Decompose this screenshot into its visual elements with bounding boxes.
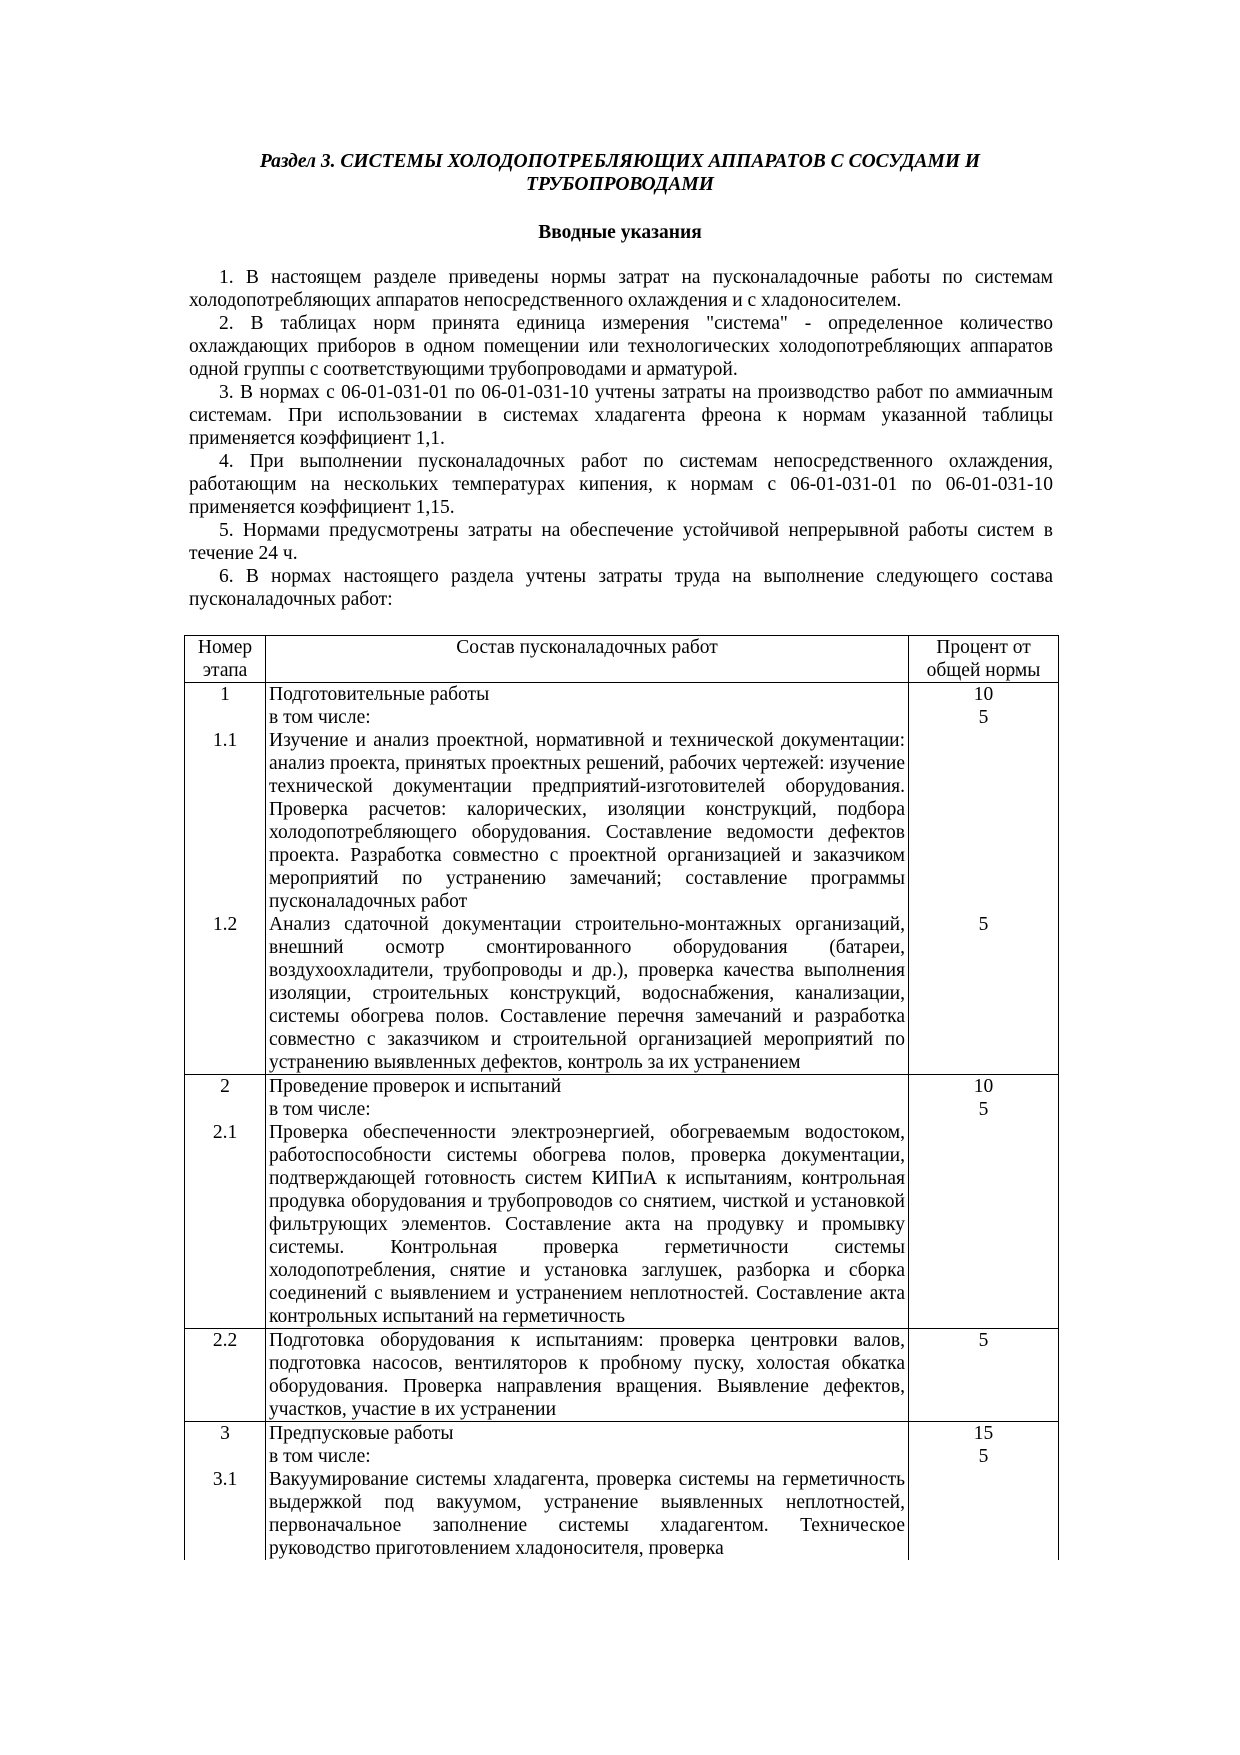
stage-number: 3.1 <box>185 1468 266 1560</box>
paragraph: 4. При выполнении пусконаладочных работ по системам непосредственного охлаждения, работающим на нескольких температурах кипения, к нормам с 06-01-031-01 по 06-01-031-10 применяется коэффициент 1,15. <box>189 451 1053 518</box>
stage-description: Предпусковые работы <box>266 1422 909 1446</box>
stage-description: Вакуумирование системы хладагента, проверка системы на герметичность выдержкой под вакуумом, устранение выявленных неплотностей, первоначальное заполнение системы хладагентом. Техническое руководство приготовлением хладоносителя, проверка <box>266 1468 909 1560</box>
stage-percent: 5 <box>909 913 1059 1075</box>
table-row <box>185 729 1059 913</box>
paragraph: 2. В таблицах норм принята единица измерения "система" - определенное количество охлаждающих приборов в одном помещении или технологических холодопотребляющих аппаратов одной группы с соответствующими трубопроводами и арматурой. <box>189 313 1053 380</box>
paragraph: 3. В нормах с 06-01-031-01 по 06-01-031-10 учтены затраты на производство работ по аммиачным системам. При использовании в системах хладагента фреона к нормам указанной таблицы применяется коэффициент 1,1. <box>189 382 1053 449</box>
intro-paragraphs <box>189 266 1053 611</box>
table-row <box>185 1445 1059 1468</box>
stage-percent <box>909 1121 1059 1329</box>
stage-percent: 5 <box>909 706 1059 729</box>
stage-description: Проверка обеспеченности электроэнергией, обогреваемым водостоком, работоспособности системы обогрева полов, проверка документации, подтверждающей готовность систем КИПиА к испытаниям, контрольная продувка оборудования и трубопроводов со снятием, чисткой и установкой фильтрующих элементов. Составление акта на продувку и промывку системы. Контрольная проверка герметичности системы холодопотребления, снятие и установка заглушек, разборка и сборка соединений с выявлением и устранением неплотностей. Составление акта контрольных испытаний на герметичность <box>266 1121 909 1329</box>
table-row <box>185 1075 1059 1099</box>
stage-description: Подготовительные работы <box>266 683 909 707</box>
stage-number <box>185 1445 266 1468</box>
header-works-composition: Состав пусконаладочных работ <box>266 636 909 683</box>
stage-percent: 15 <box>909 1422 1059 1446</box>
table-row <box>185 1329 1059 1422</box>
section-subtitle: Вводные указания <box>538 222 702 243</box>
stage-number: 1 <box>185 683 266 707</box>
table-header-row <box>185 636 1059 683</box>
stage-description: Изучение и анализ проектной, нормативной и технической документации: анализ проекта, принятых проектных решений, рабочих чертежей: изучение технической документации предприятий-изготовителей оборудования. Проверка расчетов: калорических, изоляции конструкций, подбора холодопотребляющего оборудования. Составление ведомости дефектов проекта. Разработка совместно с проектной организацией и заказчиком мероприятий по устранению замечаний; составление программы пусконаладочных работ <box>266 729 909 913</box>
stage-percent: 10 <box>909 683 1059 707</box>
stage-percent: 5 <box>909 1098 1059 1121</box>
stage-percent: 10 <box>909 1075 1059 1099</box>
stage-number <box>185 1098 266 1121</box>
stage-description: Подготовка оборудования к испытаниям: проверка центровки валов, подготовка насосов, вентиляторов к пробному пуску, холостая обкатка оборудования. Проверка направления вращения. Выявление дефектов, участков, участие в их устранении <box>266 1329 909 1422</box>
table-row <box>185 683 1059 707</box>
table-row <box>185 1098 1059 1121</box>
stage-number: 2.1 <box>185 1121 266 1329</box>
stage-number: 1.2 <box>185 913 266 1075</box>
header-stage-number: Номер этапа <box>185 636 266 683</box>
stage-description: Проведение проверок и испытаний <box>266 1075 909 1099</box>
stage-description: Анализ сдаточной документации строительно-монтажных организаций, внешний осмотр смонтированного оборудования (батареи, воздухоохладители, трубопроводы и др.), проверка качества выполнения изоляции, строительных конструкций, водоснабжения, канализации, системы обогрева полов. Составление перечня замечаний и разработка совместно с заказчиком и строительной организацией мероприятий по устранению выявленных дефектов, контроль за их устранением <box>266 913 909 1075</box>
stage-number: 2.2 <box>185 1329 266 1422</box>
stage-percent: 5 <box>909 1445 1059 1468</box>
paragraph: 6. В нормах настоящего раздела учтены затраты труда на выполнение следующего состава пусконаладочных работ: <box>189 566 1053 610</box>
stage-number: 1.1 <box>185 729 266 913</box>
stage-number: 3 <box>185 1422 266 1446</box>
stage-number: 2 <box>185 1075 266 1099</box>
header-percent-of-norm: Процент от общей нормы <box>909 636 1059 683</box>
table-row <box>185 913 1059 1075</box>
table-row <box>185 1121 1059 1329</box>
stage-percent <box>909 729 1059 913</box>
stage-description: в том числе: <box>266 1098 909 1121</box>
paragraph: 5. Нормами предусмотрены затраты на обеспечение устойчивой непрерывной работы систем в течение 24 ч. <box>189 520 1053 564</box>
table-row <box>185 1468 1059 1560</box>
stage-percent <box>909 1468 1059 1560</box>
paragraph: 1. В настоящем разделе приведены нормы затрат на пусконаладочные работы по системам холодопотребляющих аппаратов непосредственного охлаждения и с хладоносителем. <box>189 267 1053 311</box>
works-table <box>184 635 1059 1560</box>
stage-number <box>185 706 266 729</box>
table-row <box>185 1422 1059 1446</box>
stage-description: в том числе: <box>266 706 909 729</box>
stage-description: в том числе: <box>266 1445 909 1468</box>
stage-percent: 5 <box>909 1329 1059 1422</box>
table-row <box>185 706 1059 729</box>
section-title: Раздел 3. СИСТЕМЫ ХОЛОДОПОТРЕБЛЯЮЩИХ АППАРАТОВ С СОСУДАМИ И ТРУБОПРОВОДАМИ <box>259 151 981 195</box>
